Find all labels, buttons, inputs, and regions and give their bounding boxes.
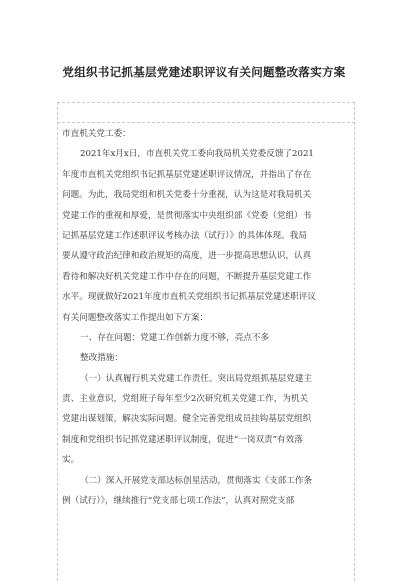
- section-heading: 一、存在问题：党建工作创新力度不够，亮点不多: [80, 332, 270, 343]
- body-line: 水平。现就做好2021年度市直机关党组织书记抓基层党建述职评议: [62, 292, 316, 303]
- body-line: 年度市直机关党组织书记抓基层党建述职评议情况，并指出了存在: [62, 169, 312, 180]
- body-line: 责、主业意识，党组班子每年至少2次研究机关党建工作，为机关: [62, 394, 309, 405]
- body-line: 要从遵守政治纪律和政治规矩的高度，进一步提高思想认识，认真: [62, 251, 312, 262]
- addressee-line: 市直机关党工委：: [62, 129, 131, 139]
- body-line: 有关问题整改落实工作提出如下方案：: [62, 312, 209, 323]
- document-title: 党组织书记抓基层党建述职评议有关问题整改落实方案: [62, 65, 346, 79]
- body-line: （二）深入开展党支部达标创星活动，贯彻落实《支部工作条: [80, 475, 313, 486]
- addressee-divider: [57, 122, 355, 123]
- measures-label: 整改措施：: [80, 353, 123, 364]
- body-line: 制度和党组织书记抓党建述职评议制度，促进“一岗双责”有效落: [62, 434, 303, 445]
- body-line: 问题。为此，我局党组和机关党委十分重视，认为这是对我局机关: [62, 190, 312, 201]
- body-line: 党建出谋划策，解决实际问题。健全完善党组成员挂钩基层党组织: [62, 414, 312, 425]
- body-line: 看待和解决好机关党建工作中存在的问题，不断提升基层党建工作: [62, 271, 312, 282]
- body-line: 记抓基层党建工作述职评议考核办法（试行）》的具体体现。我局: [62, 230, 307, 241]
- body-line: （一）认真履行机关党建工作责任。突出局党组抓基层党建主: [80, 373, 313, 384]
- body-line: 实。: [62, 455, 80, 466]
- body-line: 2021年x月x日，市直机关党工委向我局机关党委反馈了2021: [80, 149, 314, 160]
- document-body: [62, 124, 354, 511]
- body-line: 党建工作的重视和厚爱，是贯彻落实中央组织部《党委（党组）书: [62, 210, 312, 221]
- body-line: 例（试行）》，继续推行“党支部七项工作法”，认真对照党支部: [62, 496, 295, 507]
